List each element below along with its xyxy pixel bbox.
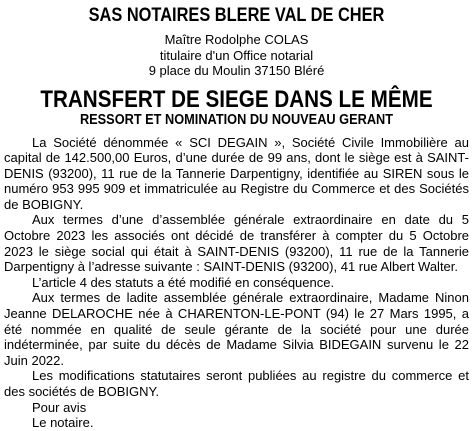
closing-block (2, 400, 471, 431)
notice-subheadline: RESSORT ET NOMINATION DU NOUVEAU GERANT (79, 111, 394, 128)
paragraph-nomination: Aux termes de ladite assemblée générale extraordinaire, Madame Ninon Jeanne DELAROCHE née à CHARENTON-LE-PONT (94) le 27 Mars 1995, a été nommée en qualité de seule gérante de la société pour une durée indéterminée, par suite du décès de Madame Silvia BIDEGAIN survenu le 22 Juin 2022. (4, 290, 469, 368)
closing-signatory: Le notaire. (32, 415, 94, 431)
paragraph-company: La Société dénommée « SCI DEGAIN », Société Civile Immobilière au capital de 142.500,00 Euros, d’une durée de 99 ans, dont le siège est à SAINT-DENIS (93200), 11 rue de la Tannerie Darpentigny, identifiée au SIREN sous le numéro 953 995 909 et immatriculée au Registre du Commerce et des Sociétés de BOBIGNY. (4, 134, 469, 212)
paragraph-article: L’article 4 des statuts a été modifié en conséquence. (32, 274, 335, 290)
paragraph-publication: Les modifications statutaires seront publiées au registre du commerce et des sociétés de BOBIGNY. (4, 368, 469, 399)
notary-role: titulaire d'un Office notarial (159, 47, 314, 63)
notice-body (2, 135, 471, 400)
paragraph-transfer: Aux termes d’une d’assemblée générale extraordinaire en date du 5 Octobre 2023 les associés ont décidé de transférer à compter du 5 Octobre 2023 le siège social qui était à SAINT-DENIS (93200), 11 rue de la Tannerie Darpentigny à l’adresse suivante : SAINT-DENIS (93200), 41 rue Albert Walter. (4, 212, 469, 275)
notice-headline: TRANSFERT DE SIEGE DANS LE MÊME (40, 85, 433, 113)
notary-name: Maître Rodolphe COLAS (164, 32, 309, 47)
office-name: SAS NOTAIRES BLERE VAL DE CHER (88, 4, 385, 26)
closing-for-notice: Pour avis (32, 399, 87, 415)
notary-address: 9 place du Moulin 37150 Bléré (148, 63, 325, 78)
notary-block (2, 32, 471, 79)
